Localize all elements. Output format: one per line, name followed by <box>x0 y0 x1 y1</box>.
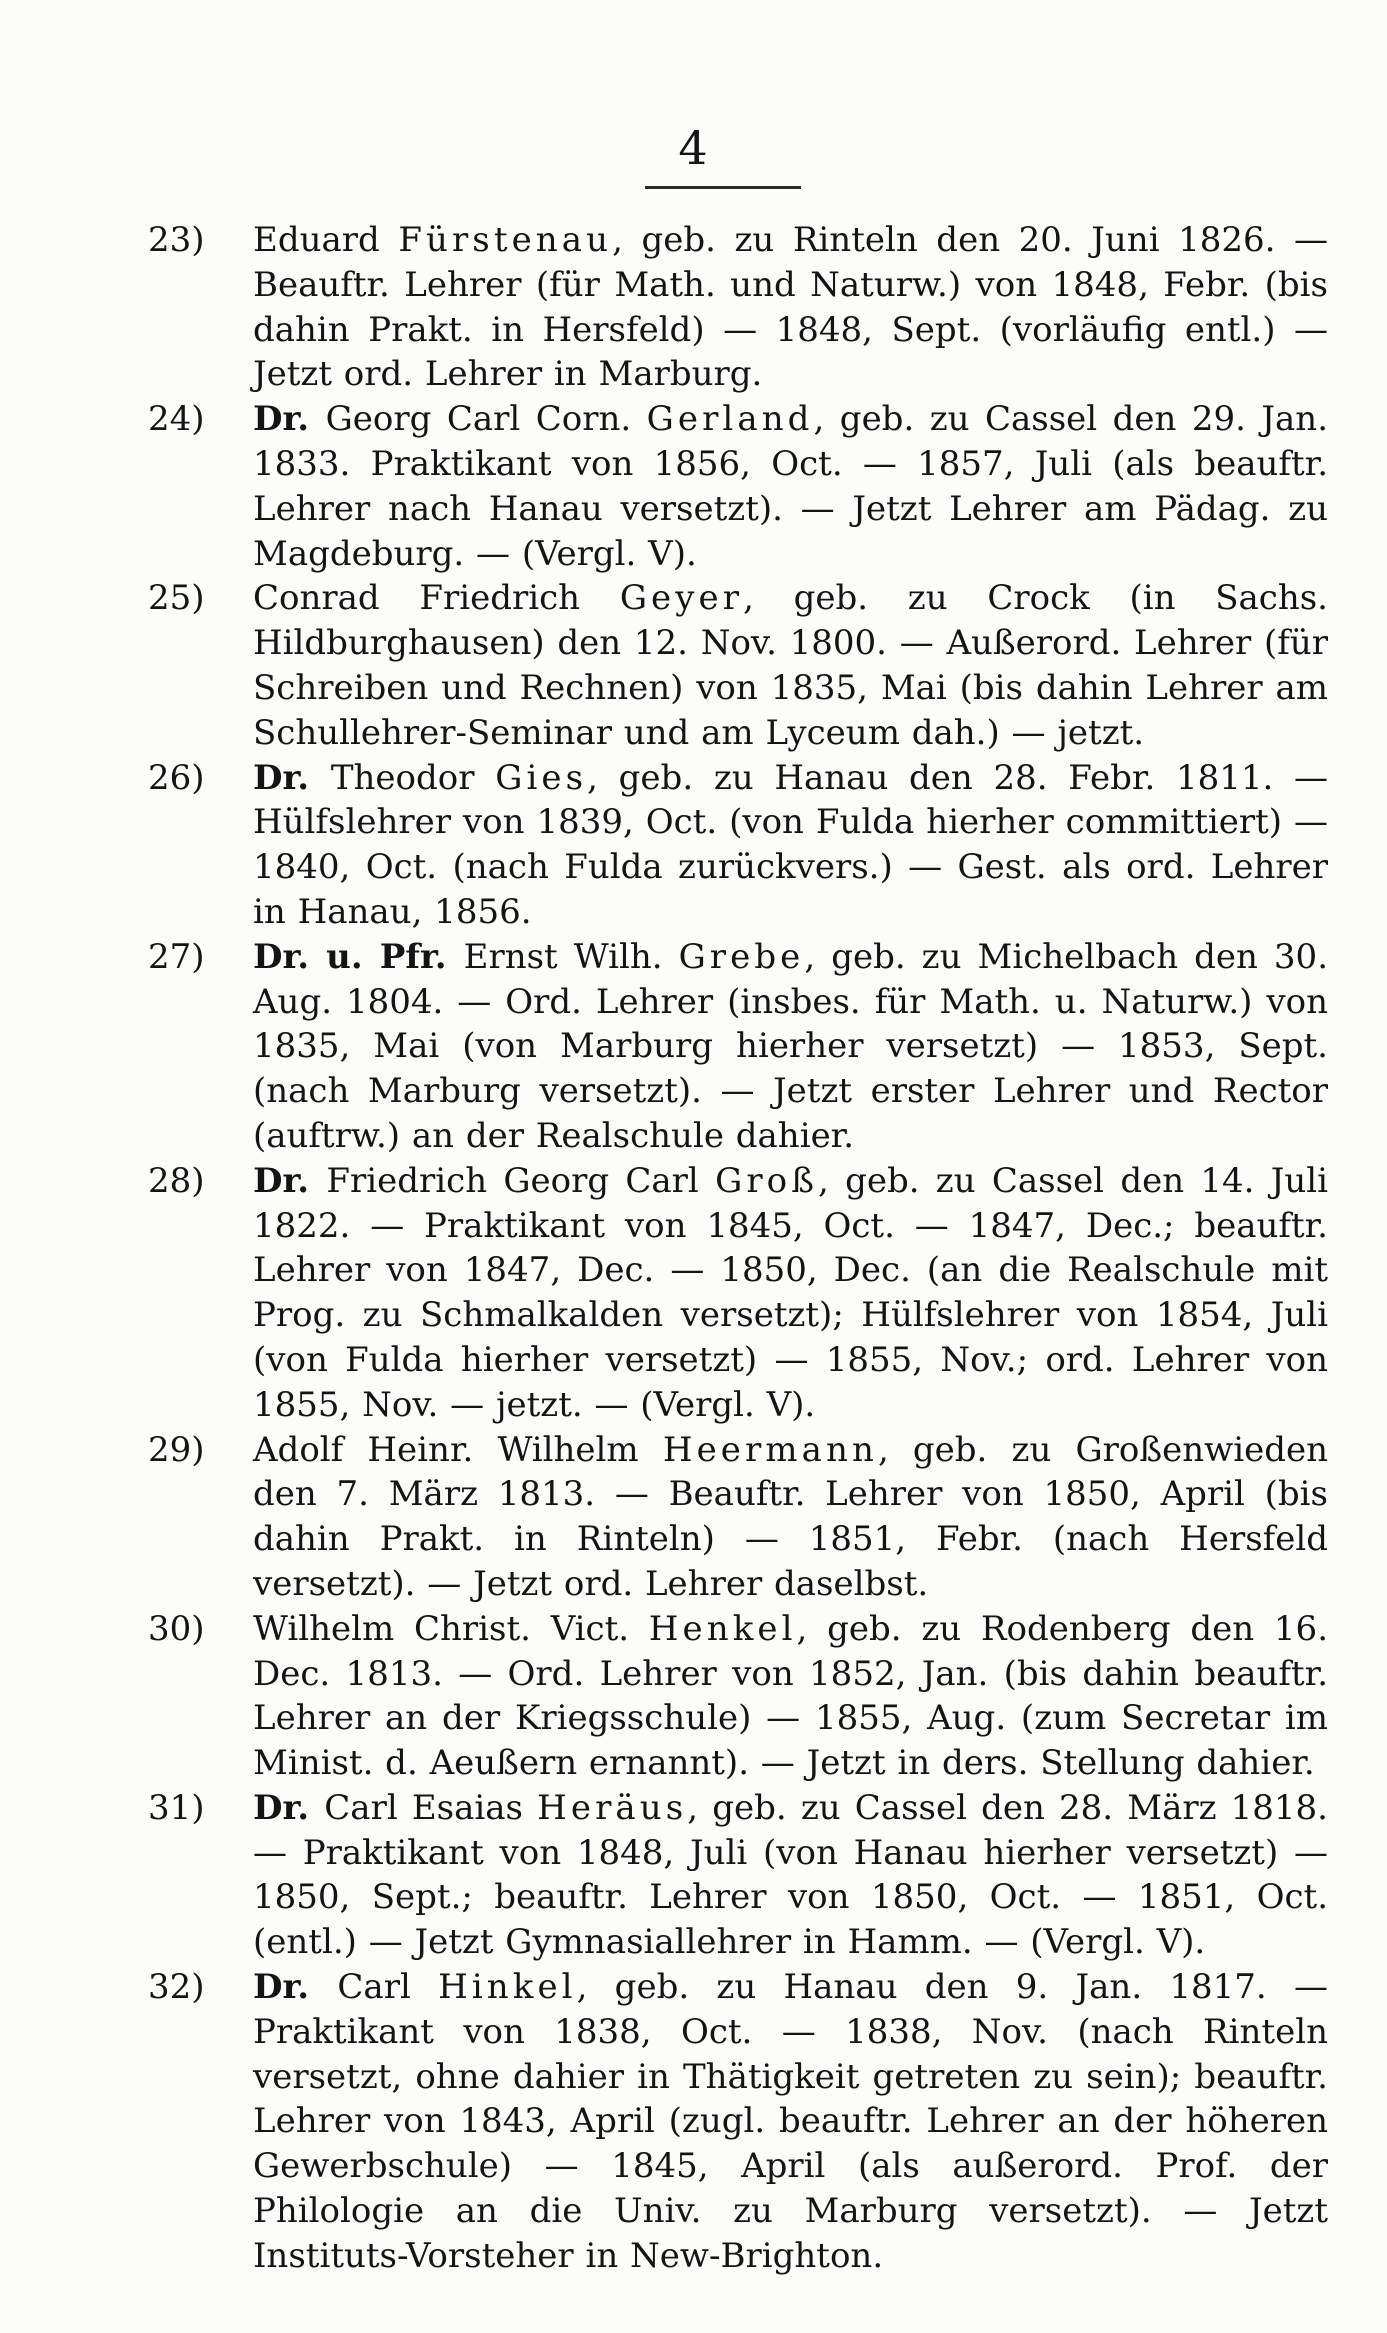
entry-given-names: Eduard <box>253 220 399 260</box>
entry-body: , geb. zu Crock (in Sachs. Hildburghausen) den 12. Nov. 1800. — Außerord. Lehrer (für Schreiben und Rechnen) von 1835, Mai (bis dahin Lehrer am Schullehrer-Seminar und am Lyceum dah.) — jetzt. <box>253 578 1328 753</box>
entry-body: , geb. zu Hanau den 28. Febr. 1811. — Hülfslehrer von 1839, Oct. (von Fulda hierher committiert) — 1840, Oct. (nach Fulda zurückvers.) — Gest. als ord. Lehrer in Hanau, 1856. <box>253 757 1328 932</box>
entry-given-names: Carl Esaias <box>324 1787 538 1828</box>
entry-title: Dr. <box>253 1967 338 2008</box>
entry-surname: Heermann <box>662 1429 878 1470</box>
list-item <box>148 1159 1328 1428</box>
entry-body: , geb. zu Großenwieden den 7. März 1813. — Beauftr. Lehrer von 1850, April (bis dahin Prakt. in Rinteln) — 1851, Febr. (nach Hersfeld versetzt). — Jetzt ord. Lehrer daselbst. <box>253 1429 1328 1604</box>
entry-given-names: Wilhelm Christ. Vict. <box>253 1608 649 1649</box>
entry-title: Dr. <box>253 399 326 440</box>
list-item <box>148 1786 1328 1965</box>
entry-number: 27) <box>148 936 205 977</box>
entry-surname: Fürstenau <box>398 220 613 260</box>
entry-given-names: Conrad Friedrich <box>253 578 620 619</box>
list-item <box>148 1428 1328 1607</box>
entry-text <box>253 1159 1328 1428</box>
entry-given-names: Carl <box>337 1967 439 2008</box>
entry-surname: Gies <box>495 757 588 798</box>
entry-body: , geb. zu Rinteln den 20. Juni 1826. — Beauftr. Lehrer (für Math. und Naturw.) von 1848, Febr. (bis dahin Prakt. in Hersfeld) — 1848, Sept. (vorläufig entl.) — Jetzt ord. Lehrer in Marburg. <box>253 220 1329 395</box>
entry-body: , geb. zu Cassel den 14. Juli 1822. — Praktikant von 1845, Oct. — 1847, Dec.; beauftr. Lehrer von 1847, Dec. — 1850, Dec. (an die Realschule mit Prog. zu Schmalkalden versetzt); Hülfslehrer von 1854, Juli (von Fulda hierher versetzt) — 1855, Nov.; ord. Lehrer von 1855, Nov. — jetzt. — (Vergl. V). <box>253 1160 1328 1425</box>
entry-given-names: Ernst Wilh. <box>463 936 679 977</box>
entry-given-names: Friedrich Georg Carl <box>326 1160 716 1201</box>
entry-text <box>253 1965 1328 2279</box>
entry-title: Dr. u. Pfr. <box>253 936 464 977</box>
entry-given-names: Adolf Heinr. Wilhelm <box>253 1429 663 1470</box>
list-item <box>148 218 1328 397</box>
entry-number: 29) <box>148 1429 205 1470</box>
entry-text <box>253 576 1328 755</box>
entry-text <box>253 218 1328 397</box>
entry-text <box>253 397 1328 576</box>
entry-body: , geb. zu Hanau den 9. Jan. 1817. — Praktikant von 1838, Oct. — 1838, Nov. (nach Rinteln versetzt, ohne dahier in Thätigkeit getreten zu sein); beauftr. Lehrer von 1843, April (zugl. beauftr. Lehrer an der höheren Gewerbschule) — 1845, April (als außerord. Prof. der Philologie an die Univ. zu Marburg versetzt). — Jetzt Instituts-Vorsteher in New-Brighton. <box>253 1967 1328 2276</box>
entry-number: 23) <box>148 220 205 260</box>
list-item <box>148 1965 1328 2279</box>
entry-text <box>253 1428 1328 1607</box>
entry-surname: Hinkel <box>438 1967 577 2008</box>
list-item <box>148 1607 1328 1786</box>
entry-text <box>253 1786 1328 1965</box>
entry-surname: Groß <box>715 1160 818 1201</box>
entry-number: 32) <box>148 1967 205 2008</box>
entry-body: , geb. zu Rodenberg den 16. Dec. 1813. — Ord. Lehrer von 1852, Jan. (bis dahin beauftr. Lehrer an der Kriegsschule) — 1855, Aug. (zum Secretar im Minist. d. Aeußern ernannt). — Jetzt in ders. Stellung dahier. <box>253 1608 1328 1784</box>
entry-number: 26) <box>148 757 205 798</box>
entry-text <box>253 756 1328 935</box>
entry-number: 24) <box>148 399 205 440</box>
entry-number: 31) <box>148 1787 205 1828</box>
entry-surname: Grebe <box>678 936 805 977</box>
entry-number: 30) <box>148 1608 205 1649</box>
entry-surname: Geyer <box>619 578 744 619</box>
entry-given-names: Georg Carl Corn. <box>325 399 647 440</box>
entry-number: 25) <box>148 578 205 619</box>
page-number: 4 <box>678 121 709 175</box>
list-item <box>148 935 1328 1159</box>
entry-body: , geb. zu Cassel den 28. März 1818. — Praktikant von 1848, Juli (von Hanau hierher versetzt) — 1850, Sept.; beauftr. Lehrer von 1850, Oct. — 1851, Oct. (entl.) — Jetzt Gymnasiallehrer in Hamm. — (Vergl. V). <box>253 1787 1328 1963</box>
entry-given-names: Theodor <box>330 757 496 798</box>
header-rule <box>645 186 801 189</box>
entry-text <box>253 1607 1328 1786</box>
list-item <box>148 397 1328 576</box>
entry-body: , geb. zu Cassel den 29. Jan. 1833. Praktikant von 1856, Oct. — 1857, Juli (als beauftr. Lehrer nach Hanau versetzt). — Jetzt Lehrer am Pädag. zu Magdeburg. — (Vergl. V). <box>253 399 1329 574</box>
entry-body: , geb. zu Michelbach den 30. Aug. 1804. — Ord. Lehrer (insbes. für Math. u. Naturw.) von 1835, Mai (von Marburg hierher versetzt) — 1853, Sept. (nach Marburg versetzt). — Jetzt erster Lehrer und Rector (auftrw.) an der Realschule dahier. <box>253 936 1328 1156</box>
entry-title: Dr. <box>253 757 331 798</box>
entry-surname: Henkel <box>648 1608 797 1649</box>
list-item <box>148 576 1328 755</box>
biography-list <box>148 218 1328 2279</box>
entry-surname: Heräus <box>537 1787 688 1828</box>
entry-text <box>253 935 1328 1159</box>
entry-surname: Gerland <box>646 399 814 440</box>
entry-number: 28) <box>148 1160 205 1201</box>
entry-title: Dr. <box>253 1787 325 1828</box>
entry-title: Dr. <box>253 1160 327 1201</box>
list-item <box>148 756 1328 935</box>
